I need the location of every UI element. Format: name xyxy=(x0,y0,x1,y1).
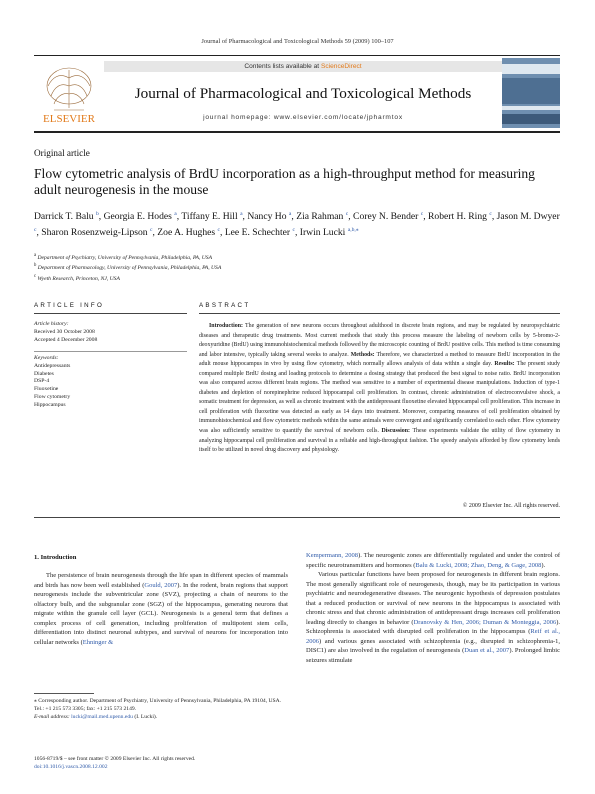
author[interactable]: Jason M. Dwyer $^c$ xyxy=(34,211,560,233)
author[interactable]: Zia Rahman $^c$ xyxy=(296,211,349,223)
author[interactable]: Tiffany E. Hill $^a$ xyxy=(181,211,243,223)
running-header: Journal of Pharmacological and Toxicological Methods 59 (2009) 100–107 xyxy=(201,38,394,45)
sciencedirect-link[interactable]: ScienceDirect xyxy=(320,63,362,70)
citation-link[interactable]: Reif et al., 2006 xyxy=(306,628,560,645)
article-history: Article history: Received 30 October 2008 Accepted 4 December 2008 xyxy=(34,321,98,343)
info-divider xyxy=(34,351,187,352)
abstract-bottom-rule xyxy=(34,517,560,518)
citation-link[interactable]: Dranovsky & Hen, 2006; Duman & Monteggia, 2006 xyxy=(413,618,557,626)
email-link[interactable]: lucki@mail.med.upenn.edu xyxy=(71,714,133,721)
journal-cover-image xyxy=(502,58,560,128)
abstract-heading: ABSTRACT xyxy=(199,302,251,309)
citation-link[interactable]: Duan et al., 2007 xyxy=(464,647,510,654)
affiliations xyxy=(34,252,434,283)
publisher-wordmark: ELSEVIER xyxy=(43,113,95,125)
author-list: Darrick T. Balu $^b$, Georgia E. Hodes $^a$, Tiffany E. Hill $^a$, Nancy Ho $^a$, Zia Rahman $^c$, Corey N. Bender $^c$, Robert H. Ring $^c$, Jason M. Dwyer $^c$, Sharon Rosenzweig-Lipson $^c$, Zoe A. Hughes $^c$, Lee E. Schechter $^c$, Irwin Lucki $^{a,b,⁎}$ xyxy=(34,211,560,238)
affiliation: $^a$ Department of Psychiatry, University of Pennsylvania, Philadelphia, PA, USA xyxy=(34,253,212,261)
author[interactable]: Irwin Lucki $^{a,b,⁎}$ xyxy=(299,226,359,238)
keywords: Keywords: Antidepressants Diabetes DSP-4 Fluoxetine Flow cytometry Hippocampus xyxy=(34,355,187,410)
abstract-body: Introduction: The generation of new neurons occurs throughout adulthood in discrete brain regions, and may be regulated by neuropsychiatric diseases and therapeutic drug treatments. Most current methods that study this process measure the labeling of newborn cells by 5-bromo-2-deoxyuridine (BrdU) using immunohistochemical methods followed by the microscopic counting of BrdU positive cells. This method is time consuming and labor intensive, typically taking several weeks to analyze. Methods: Therefore, we characterized a method to measure BrdU incorporation in the adult mouse hippocampus in vivo by using flow cytometry, which normally allows analysis of data within a single day. Results: The present study compared multiple BrdU dosing and loading protocols to determine a dosing strategy that produced the best signal to noise ratio. BrdU incorporation was also compared across different brain regions. The method was sensitive to a number of experimental disease manipulations. Induction of type-1 diabetes and depletion of norepinephrine reduced hippocampal cell proliferation. In contrast, chronic administration of electroconvulsive shock, a somatic treatment for depression, as well as chronic treatment with the antidepressant fluoxetine elevated hippocampal cell proliferation. This increase in cell proliferation with fluoxetine was detected as early as 14 days into treatment. Moreover, comparing measures of cell proliferation obtained by immunohistochemical and flow cytometric methods within the same animals were convergent and significantly correlated to each other. Flow cytometry was also sufficiently sensitive to quantify the survival of newborn cells. Discussion: These experiments validate the utility of flow cytometry in analyzing hippocampal cell proliferation and survival in a reliable and high-throughput fashion. The speedy analysis afforded by flow cytometry lends itself to be utilized in novel drug discovery and physiology. xyxy=(199,323,560,454)
keyword: Diabetes xyxy=(34,370,54,377)
citation-link[interactable]: Kempermann, 2008 xyxy=(306,552,359,559)
author[interactable]: Zoe A. Hughes $^c$ xyxy=(157,226,221,238)
contents-banner: Contents lists available at ScienceDirect xyxy=(104,61,502,72)
masthead-bottom-rule xyxy=(34,131,560,133)
citation-link[interactable]: Gould, 2007 xyxy=(144,581,178,589)
footnote-rule xyxy=(34,693,94,694)
keyword: Fluoxetine xyxy=(34,386,59,393)
article-info-heading: ARTICLE INFO xyxy=(34,302,105,309)
keyword: Antidepressants xyxy=(34,362,71,369)
journal-title: Journal of Pharmacological and Toxicological Methods xyxy=(134,85,472,102)
author[interactable]: Corey N. Bender $^c$ xyxy=(353,211,424,223)
abstract-rule xyxy=(199,313,560,314)
citation-link[interactable]: Ehninger & xyxy=(82,638,114,646)
author[interactable]: Robert H. Ring $^c$ xyxy=(428,211,492,223)
section-heading: 1. Introduction xyxy=(34,554,77,561)
keyword: DSP-4 xyxy=(34,378,50,385)
article-type: Original article xyxy=(34,148,90,158)
article-title: Flow cytometric analysis of BrdU incorporation as a high-throughput method for measuring adult neurogenesis in the mouse xyxy=(34,166,535,197)
corresponding-footnote: ⁎ Corresponding author. Department of Psychiatry, University of Pennsylvania, Philadelphia, PA 19104, USA. Tel.: +1 215 573 3305; fax: +1 215 573 2149. E-mail address: lucki@mail.med.upenn.edu (I. Lucki). xyxy=(34,698,282,721)
masthead-top-rule xyxy=(34,55,560,56)
abstract-copyright: © 2009 Elsevier Inc. All rights reserved. xyxy=(462,503,560,509)
affiliation: $^c$ Wyeth Research, Princeton, NJ, USA xyxy=(34,273,120,282)
author[interactable]: Nancy Ho $^a$ xyxy=(247,211,292,223)
affiliation: $^b$ Department of Pharmacology, University of Pennsylvania, Philadelphia, PA, USA xyxy=(34,263,222,272)
issn-doi: 1056-8719/$ – see front matter © 2009 Elsevier Inc. All rights reserved. doi:10.1016/j.vascn.2008.12.002 xyxy=(34,755,288,771)
elsevier-logo xyxy=(34,58,104,128)
citation-link[interactable]: Balu & Lucki, 2008; Zhao, Deng, & Gage, 2008 xyxy=(415,561,542,569)
journal-homepage[interactable]: journal homepage: www.elsevier.com/locate/jpharmtox xyxy=(203,114,403,121)
keyword: Flow cytometry xyxy=(34,393,71,400)
article-info-rule xyxy=(34,313,187,314)
doi-link[interactable]: doi:10.1016/j.vascn.2008.12.002 xyxy=(34,764,108,771)
body-column-right: Kempermann, 2008). The neurogenic zones are differentially regulated and under the control of specific neurotransmitters and hormones (Balu & Lucki, 2008; Zhao, Deng, & Gage, 2008). Various particular functions have been proposed for neurogenesis in different brain regions. The most generally significant role of neurogenesis, though, may be its participation in various psychiatric and neurodegenerative diseases. The neurogenic hypothesis of depression postulates that a reduced production or survival of new neurons in the hippocampus is associated with chronic stress and that chronic administration of antidepressant drugs increases cell proliferation leading directly to changes in behavior (Dranovsky & Hen, 2006; Duman & Monteggia, 2006). Schizophrenia is associated with disrupted cell proliferation in the hippocampus (Reif et al., 2006) and various genes associated with schizophrenia (e.g., disrupted in schizophrenia-1, DISC1) are also involved in the regulation of neurogenesis (Duan et al., 2007). Prolonged limbic seizures stimulate xyxy=(306,552,560,664)
keyword: Hippocampus xyxy=(34,401,66,408)
author[interactable]: Lee E. Schechter $^c$ xyxy=(224,226,295,238)
body-column-left: The persistence of brain neurogenesis through the life span in different species of mammals and birds has now been well established (Gould, 2007). In the rodent, brain regions that support neurogenesis include the subventricular zone (SVZ), projecting a chain of neurons to the olfactory bulb, and the subgranular zone (SGZ) of the hippocampus, generating neurons that migrate within the granule cell layer (GCL). Neurogenesis is a general term that defines a complex process of cell generation, including proliferation of multipotent stem cells, differentiation into distinct neuronal subtypes, and survival of neurons for incorporation into cellular networks (Ehninger & xyxy=(34,572,288,646)
author[interactable]: Darrick T. Balu $^b$ xyxy=(34,211,99,223)
author[interactable]: Georgia E. Hodes $^a$ xyxy=(103,211,177,223)
author[interactable]: Sharon Rosenzweig-Lipson $^c$ xyxy=(41,226,153,238)
